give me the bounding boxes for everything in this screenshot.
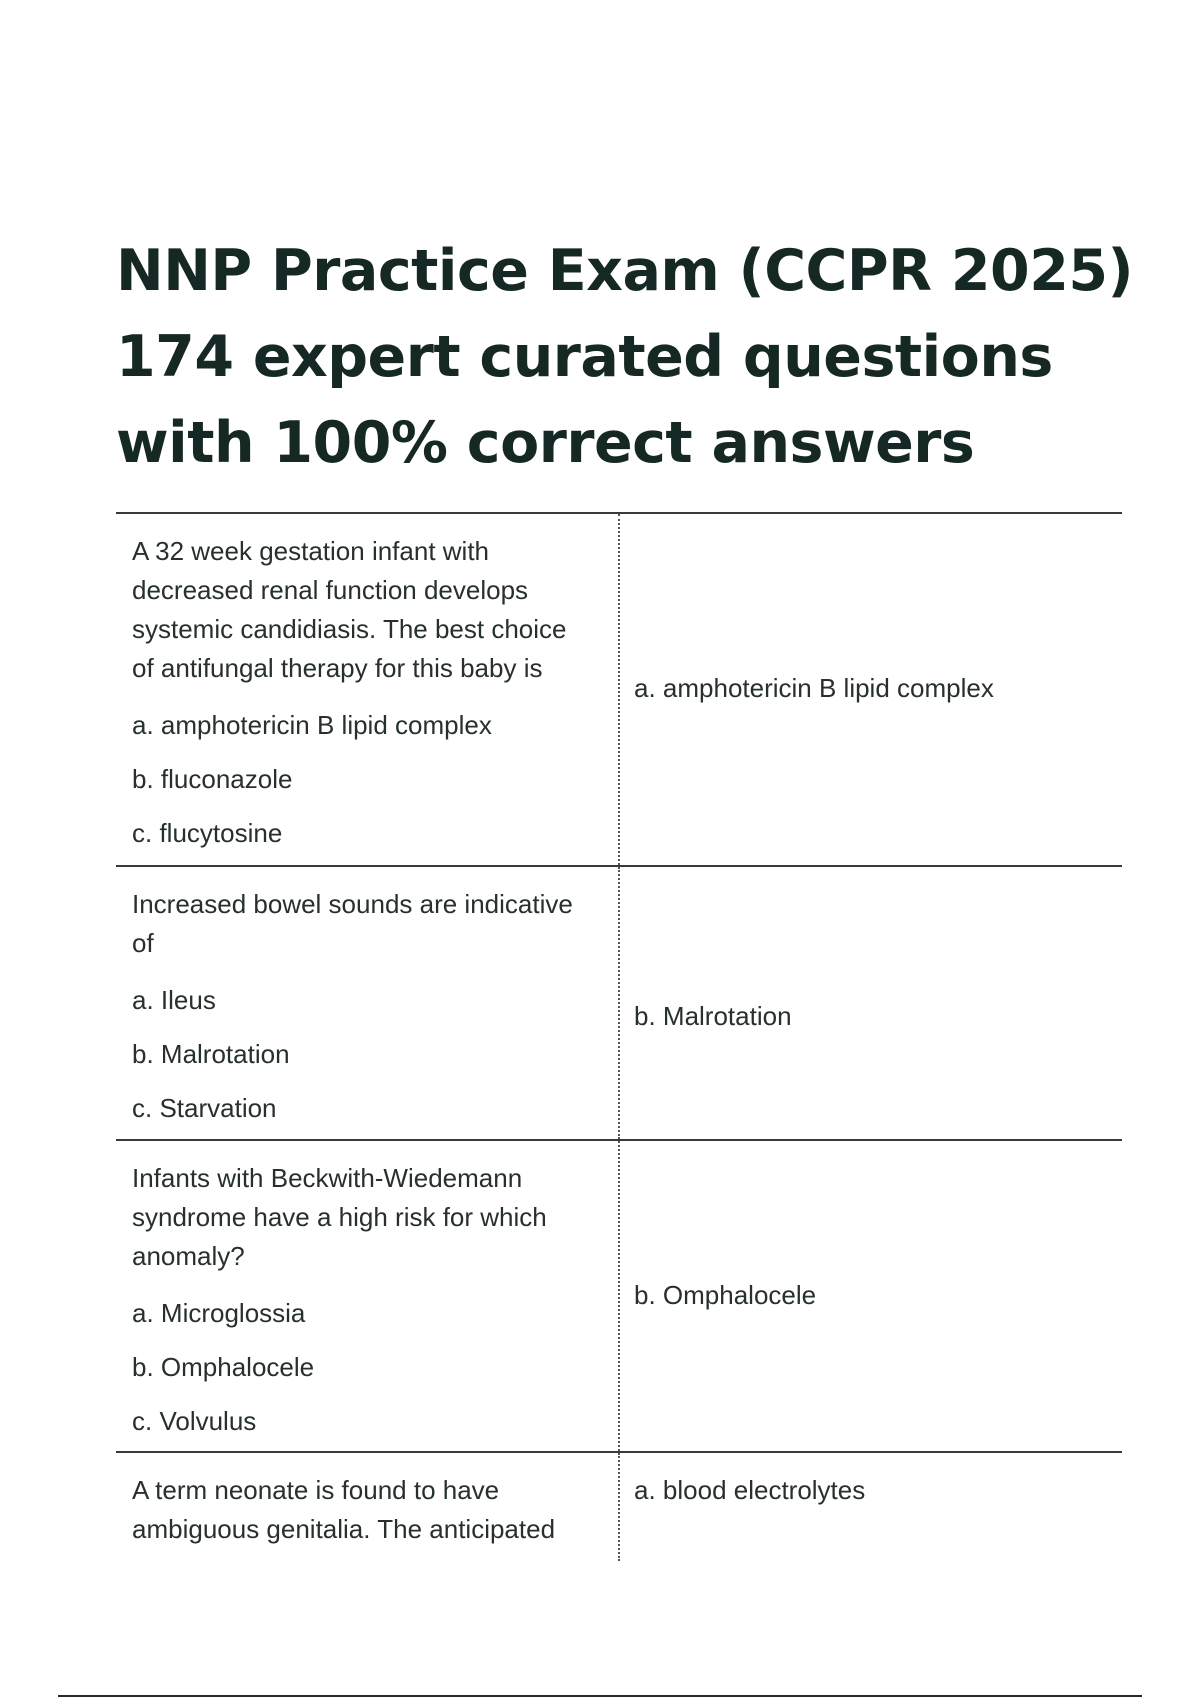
footer-rule <box>58 1695 1142 1697</box>
title-line: with 100% correct answers <box>116 410 975 476</box>
question-text: Increased bowel sounds are indicative of <box>132 889 573 958</box>
answer-option: a. amphotericin B lipid complex <box>132 710 492 740</box>
answer-cell: b. Omphalocele <box>634 1280 817 1310</box>
answer-option: c. Volvulus <box>132 1406 257 1436</box>
answer-option: a. Microglossia <box>132 1298 306 1328</box>
title-line: NNP Practice Exam (CCPR 2025) <box>116 238 1134 304</box>
answer-option: c. Starvation <box>132 1093 277 1123</box>
answer-option: b. Omphalocele <box>132 1352 315 1382</box>
answer-options <box>132 986 586 1122</box>
question-cell <box>116 514 586 861</box>
answer-options <box>132 1299 586 1435</box>
column-divider <box>618 867 620 1139</box>
question-text: A 32 week gestation infant with decreased renal function develops systemic candidiasis. The best choice of antifungal therapy for this baby is <box>132 536 567 683</box>
answer-cell: b. Malrotation <box>634 1001 792 1031</box>
answer-options <box>132 711 586 847</box>
qa-table <box>116 512 1122 1561</box>
answer-option: c. flucytosine <box>132 818 283 848</box>
answer-option: b. Malrotation <box>132 1039 290 1069</box>
qa-row <box>116 865 1122 1139</box>
column-divider <box>618 514 620 865</box>
qa-row <box>116 1139 1122 1451</box>
question-text: A term neonate is found to have ambiguous genitalia. The anticipated <box>132 1475 556 1544</box>
qa-row <box>116 1451 1122 1561</box>
answer-cell: a. blood electrolytes <box>634 1475 866 1505</box>
question-cell <box>116 1141 586 1449</box>
column-divider <box>618 1453 620 1561</box>
title-line: 174 expert curated questions <box>116 324 1053 390</box>
qa-row <box>116 512 1122 865</box>
column-divider <box>618 1141 620 1451</box>
answer-option: b. fluconazole <box>132 764 293 794</box>
question-text: Infants with Beckwith-Wiedemann syndrome have a high risk for which anomaly? <box>132 1163 547 1271</box>
answer-cell: a. amphotericin B lipid complex <box>634 673 994 703</box>
question-cell <box>116 867 586 1136</box>
question-cell <box>116 1453 586 1563</box>
page-title <box>116 228 1134 486</box>
answer-option: a. Ileus <box>132 985 216 1015</box>
